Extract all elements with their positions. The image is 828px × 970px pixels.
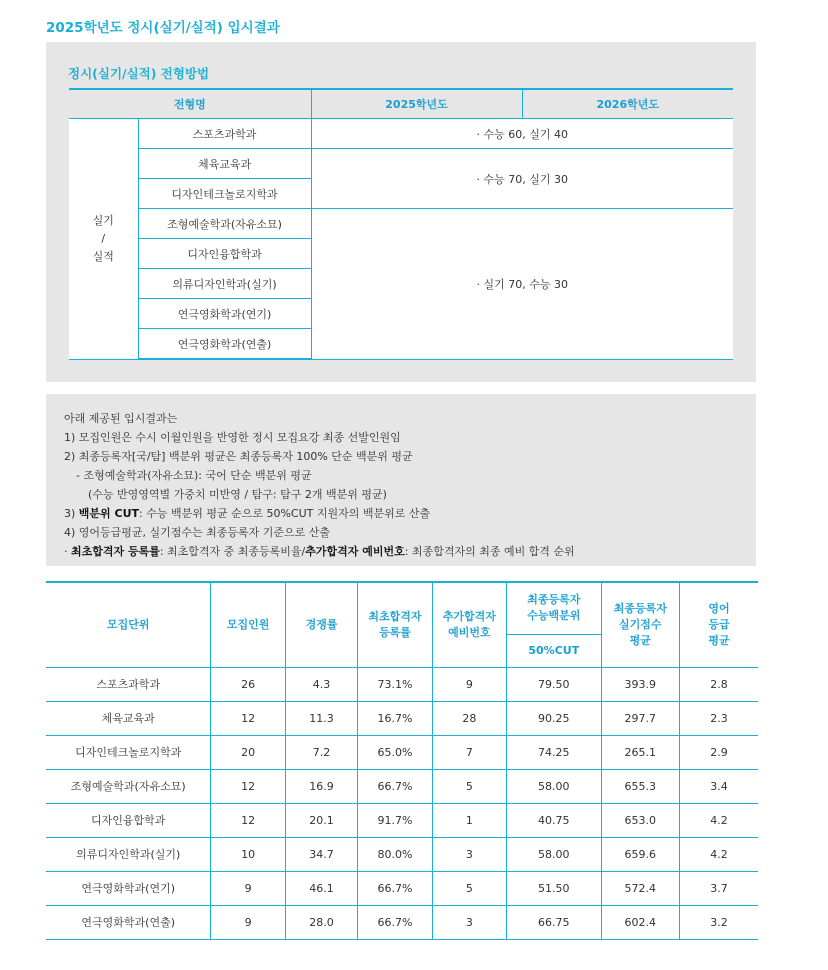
header-line: 평균 — [708, 633, 730, 647]
cell-english-grade: 2.3 — [680, 701, 759, 735]
header-line: 영어 — [708, 601, 730, 615]
cell-final-percentile: 58.00 — [507, 837, 602, 871]
note-3-prefix: 3) — [64, 507, 79, 520]
cell-final-skill-score: 297.7 — [601, 701, 679, 735]
note-1: 1) 모집인원은 수시 이월인원을 반영한 정시 모집요강 최종 선발인원임 — [64, 431, 401, 444]
method-value: · 수능 70, 실기 30 — [311, 149, 733, 209]
method-row — [69, 149, 733, 179]
cell-waitlist-number: 28 — [432, 701, 506, 735]
cell-final-skill-score: 653.0 — [601, 803, 679, 837]
cell-unit: 연극영화학과(연출) — [46, 905, 211, 939]
cell-unit: 디자인융합학과 — [46, 803, 211, 837]
department-name: 디자인융합학과 — [138, 239, 311, 269]
cell-final-percentile: 51.50 — [507, 871, 602, 905]
cell-unit: 조형예술학과(자유소묘) — [46, 769, 211, 803]
cell-first-registration: 65.0% — [358, 735, 432, 769]
cell-competition: 28.0 — [285, 905, 357, 939]
cell-final-percentile: 66.75 — [507, 905, 602, 939]
cell-final-percentile: 40.75 — [507, 803, 602, 837]
category-line: / — [101, 231, 106, 245]
note-5-text-2: : 최종합격자의 최종 예비 합격 순위 — [404, 545, 575, 558]
cell-waitlist-number: 5 — [432, 871, 506, 905]
cell-competition: 34.7 — [285, 837, 357, 871]
admission-method-table — [69, 88, 733, 360]
note-5-term-1: 최초합격자 등록률 — [71, 545, 160, 558]
note-intro: 아래 제공된 입시결과는 — [64, 412, 178, 425]
cell-english-grade: 3.4 — [680, 769, 759, 803]
cell-first-registration: 16.7% — [358, 701, 432, 735]
cell-quota: 10 — [211, 837, 285, 871]
category-line: 실적 — [92, 249, 114, 263]
header-final-percentile — [507, 582, 602, 634]
cell-waitlist-number: 3 — [432, 837, 506, 871]
header-quota: 모집인원 — [211, 582, 285, 667]
cell-unit: 스포츠과학과 — [46, 667, 211, 701]
cell-unit: 의류디자인학과(실기) — [46, 837, 211, 871]
method-value: · 실기 70, 수능 30 — [311, 209, 733, 360]
cell-quota: 12 — [211, 701, 285, 735]
note-5-prefix: · — [64, 545, 71, 558]
header-line: 평균 — [629, 633, 651, 647]
header-final-skill-score — [601, 582, 679, 667]
header-line: 최종등록자 — [527, 593, 581, 607]
department-name: 의류디자인학과(실기) — [138, 269, 311, 299]
note-2b: (수능 반영영역별 가중치 미반영 / 탐구: 탐구 2개 백분위 평균) — [88, 488, 387, 501]
method-value: · 수능 60, 실기 40 — [311, 119, 733, 149]
note-5-text-1: : 최초합격자 중 최종등록비율/ — [159, 545, 306, 558]
table-row — [46, 803, 758, 837]
header-first-registration — [358, 582, 432, 667]
note-3-text: : 수능 백분위 평균 순으로 50%CUT 지원자의 백분위로 산출 — [139, 507, 431, 520]
cell-unit: 연극영화학과(연기) — [46, 871, 211, 905]
table-row — [46, 667, 758, 701]
cell-quota: 12 — [211, 803, 285, 837]
cell-final-skill-score: 659.6 — [601, 837, 679, 871]
header-50cut: 50%CUT — [507, 634, 602, 667]
cell-quota: 26 — [211, 667, 285, 701]
table-row — [46, 701, 758, 735]
department-name: 스포츠과학과 — [138, 119, 311, 149]
department-name: 조형예술학과(자유소묘) — [138, 209, 311, 239]
notes-panel — [46, 394, 756, 566]
note-2a: - 조형예술학과(자유소묘): 국어 단순 백분위 평균 — [76, 469, 312, 482]
admission-method-panel — [46, 42, 756, 382]
notes-list — [64, 409, 575, 561]
method-row — [69, 119, 733, 149]
note-2: 2) 최종등록자[국/탐] 백분위 평균은 최종등록자 100% 단순 백분위 평균 — [64, 450, 413, 463]
page-title: 2025학년도 정시(실기/실적) 입시결과 — [46, 20, 280, 36]
cell-waitlist-number: 3 — [432, 905, 506, 939]
cell-competition: 16.9 — [285, 769, 357, 803]
header-line: 등급 — [708, 617, 730, 631]
table-row — [46, 769, 758, 803]
note-4: 4) 영어등급평균, 실기점수는 최종등록자 기준으로 산출 — [64, 526, 331, 539]
header-competition: 경쟁률 — [285, 582, 357, 667]
cell-final-percentile: 74.25 — [507, 735, 602, 769]
cell-waitlist-number: 9 — [432, 667, 506, 701]
cell-final-percentile: 58.00 — [507, 769, 602, 803]
note-5 — [64, 542, 575, 561]
cell-final-skill-score: 393.9 — [601, 667, 679, 701]
cell-competition: 4.3 — [285, 667, 357, 701]
cell-competition: 46.1 — [285, 871, 357, 905]
results-body — [46, 667, 758, 939]
header-waitlist-number — [432, 582, 506, 667]
header-line: 등록률 — [378, 625, 411, 639]
note-5-term-2: 추가합격자 예비번호 — [305, 545, 405, 558]
cell-english-grade: 3.2 — [680, 905, 759, 939]
cell-waitlist-number: 5 — [432, 769, 506, 803]
table-row — [46, 837, 758, 871]
department-name: 디자인테크놀로지학과 — [138, 179, 311, 209]
header-line: 최종등록자 — [613, 601, 667, 615]
header-admission-type: 전형명 — [69, 89, 311, 119]
results-header-row — [46, 582, 758, 634]
cell-final-skill-score: 602.4 — [601, 905, 679, 939]
header-2026: 2026학년도 — [522, 89, 733, 119]
cell-competition: 11.3 — [285, 701, 357, 735]
cell-quota: 12 — [211, 769, 285, 803]
cell-quota: 20 — [211, 735, 285, 769]
cell-final-percentile: 79.50 — [507, 667, 602, 701]
header-line: 실기점수 — [619, 617, 662, 631]
cell-unit: 디자인테크놀로지학과 — [46, 735, 211, 769]
note-3 — [64, 504, 575, 523]
category-line: 실기 — [92, 213, 114, 227]
header-unit: 모집단위 — [46, 582, 211, 667]
header-2025: 2025학년도 — [311, 89, 522, 119]
department-name: 연극영화학과(연기) — [138, 299, 311, 329]
header-line: 최초합격자 — [368, 609, 422, 623]
cell-unit: 체육교육과 — [46, 701, 211, 735]
cell-first-registration: 66.7% — [358, 769, 432, 803]
header-english-grade — [680, 582, 759, 667]
table-row — [46, 905, 758, 939]
cell-waitlist-number: 7 — [432, 735, 506, 769]
method-section-title: 정시(실기/실적) 전형방법 — [68, 66, 210, 81]
cell-english-grade: 3.7 — [680, 871, 759, 905]
cell-competition: 7.2 — [285, 735, 357, 769]
table-row — [46, 735, 758, 769]
header-line: 수능백분위 — [527, 609, 581, 623]
cell-english-grade: 4.2 — [680, 837, 759, 871]
cell-quota: 9 — [211, 871, 285, 905]
cell-english-grade: 2.8 — [680, 667, 759, 701]
cell-english-grade: 2.9 — [680, 735, 759, 769]
cell-final-skill-score: 265.1 — [601, 735, 679, 769]
admission-results-table — [46, 581, 758, 940]
header-line: 예비번호 — [448, 625, 491, 639]
cell-first-registration: 66.7% — [358, 905, 432, 939]
cell-waitlist-number: 1 — [432, 803, 506, 837]
department-name: 연극영화학과(연출) — [138, 329, 311, 360]
method-row — [69, 209, 733, 239]
table-row — [46, 871, 758, 905]
note-3-term: 백분위 CUT — [78, 507, 140, 520]
department-name: 체육교육과 — [138, 149, 311, 179]
cell-first-registration: 80.0% — [358, 837, 432, 871]
cell-first-registration: 91.7% — [358, 803, 432, 837]
cell-final-skill-score: 572.4 — [601, 871, 679, 905]
method-header-row — [69, 89, 733, 119]
cell-final-skill-score: 655.3 — [601, 769, 679, 803]
cell-first-registration: 73.1% — [358, 667, 432, 701]
cell-first-registration: 66.7% — [358, 871, 432, 905]
cell-final-percentile: 90.25 — [507, 701, 602, 735]
category-cell — [69, 119, 138, 360]
cell-english-grade: 4.2 — [680, 803, 759, 837]
header-line: 추가합격자 — [442, 609, 496, 623]
cell-competition: 20.1 — [285, 803, 357, 837]
cell-quota: 9 — [211, 905, 285, 939]
